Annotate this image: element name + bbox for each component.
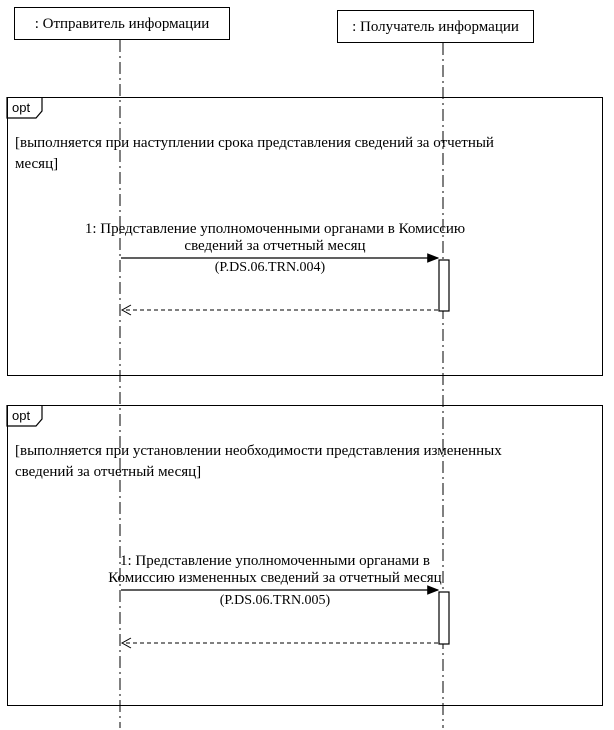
fragment-operator-2: opt [12,408,31,423]
message-2-code: (P.DS.06.TRN.005) [219,593,331,608]
fragment-guard-1-line1: [выполняется при наступлении срока представления сведений за отчетный [15,135,494,151]
message-2-line2: Комиссию измененных сведений за отчетный месяц [108,570,442,586]
fragment-tag-shape-2 [7,405,42,426]
activation-bar-1 [439,260,449,311]
activation-bar-2 [439,592,449,644]
message-2-line1: 1: Представление уполномоченными органами в [120,553,430,569]
fragment-operator-1: opt [12,100,31,115]
message-1-line2: сведений за отчетный месяц [184,238,366,254]
message-1-code: (P.DS.06.TRN.004) [214,260,326,275]
fragment-guard-2-line1: [выполняется при установлении необходимости представления измененных [15,443,502,459]
fragment-guard-2-line2: сведений за отчетный месяц] [15,464,202,480]
sender-lifeline-label: : Отправитель информации [34,15,210,32]
fragment-tag-shape-1 [7,97,42,118]
message-1-line1: 1: Представление уполномоченными органами в Комиссию [84,221,466,237]
fragment-guard-1-line2: месяц] [15,156,59,172]
receiver-lifeline-label: : Получатель информации [352,18,519,35]
